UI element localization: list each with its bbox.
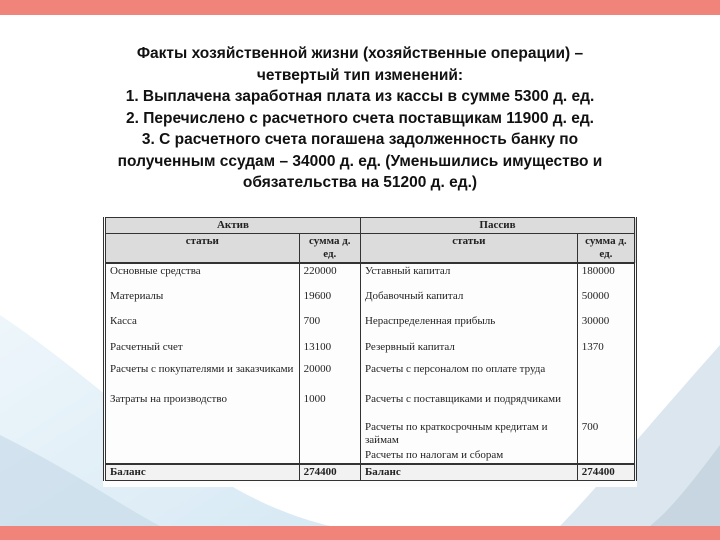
heading-line: 2. Перечислено с расчетного счета поставщикам 11900 д. ед.: [125, 109, 594, 127]
aktiv-sum-header: сумма д. ед.: [299, 234, 360, 264]
heading-line: 1. Выплачена заработная плата из кассы в сумме 5300 д. ед.: [125, 88, 595, 105]
table-row: [105, 420, 636, 448]
table-row: [105, 263, 636, 289]
passiv-item: Расчеты по налогам и сборам: [360, 448, 577, 464]
passiv-item: Добавочный капитал: [360, 289, 577, 314]
bottom-accent-bar: [0, 526, 720, 540]
passiv-item: Расчеты с персоналом по оплате труда: [360, 362, 577, 392]
slide-heading: [30, 43, 690, 194]
heading-line: 3. С расчетного счета погашена задолженность банку по: [141, 131, 579, 148]
aktiv-total-value: 274400: [299, 464, 360, 481]
passiv-value: 30000: [577, 314, 635, 340]
table-subheader-row: [105, 234, 636, 264]
passiv-value: [577, 362, 635, 392]
passiv-value: [577, 392, 635, 420]
aktiv-item: Расчеты с покупателями и заказчиками: [105, 362, 300, 392]
aktiv-item: Расчетный счет: [105, 340, 300, 362]
passiv-sum-header: сумма д. ед.: [577, 234, 635, 264]
aktiv-items-header: статьи: [105, 234, 300, 264]
table-row: [105, 340, 636, 362]
aktiv-item: Затраты на производство: [105, 392, 300, 420]
passiv-value: [577, 448, 635, 464]
balance-table: [103, 217, 637, 481]
passiv-item: Резервный капитал: [360, 340, 577, 362]
aktiv-item: Материалы: [105, 289, 300, 314]
passiv-item: Нераспределенная прибыль: [360, 314, 577, 340]
aktiv-value: 13100: [299, 340, 360, 362]
heading-line: Факты хозяйственной жизни (хозяйственные операции) –: [136, 45, 584, 62]
table-row: [105, 392, 636, 420]
aktiv-value: 220000: [299, 263, 360, 289]
aktiv-item: Касса: [105, 314, 300, 340]
aktiv-header: Актив: [105, 218, 361, 234]
passiv-value: 1370: [577, 340, 635, 362]
aktiv-value: 19600: [299, 289, 360, 314]
table-total-row: [105, 464, 636, 481]
passiv-item: Расчеты с поставщиками и подрядчиками: [360, 392, 577, 420]
table-row: [105, 289, 636, 314]
passiv-value: 180000: [577, 263, 635, 289]
balance-sheet: [103, 217, 637, 487]
aktiv-value: 700: [299, 314, 360, 340]
aktiv-total-label: Баланс: [105, 464, 300, 481]
top-accent-bar: [0, 0, 720, 15]
passiv-value: 50000: [577, 289, 635, 314]
heading-line: полученным ссудам – 34000 д. ед. (Уменьшились имущество и: [117, 152, 603, 170]
table-row: [105, 314, 636, 340]
passiv-item: Уставный капитал: [360, 263, 577, 289]
aktiv-value: 20000: [299, 362, 360, 392]
table-row: [105, 448, 636, 464]
table-header-row: [105, 218, 636, 234]
passiv-items-header: статьи: [360, 234, 577, 264]
passiv-total-value: 274400: [577, 464, 635, 481]
heading-line: обязательства на 51200 д. ед.): [242, 174, 478, 191]
table-row: [105, 362, 636, 392]
heading-line: четвертый тип изменений:: [256, 66, 464, 84]
aktiv-value: 1000: [299, 392, 360, 420]
passiv-total-label: Баланс: [360, 464, 577, 481]
passiv-header: Пассив: [360, 218, 635, 234]
passiv-item: Расчеты по краткосрочным кредитам и займам: [360, 420, 577, 448]
aktiv-item: Основные средства: [105, 263, 300, 289]
passiv-value: 700: [577, 420, 635, 448]
